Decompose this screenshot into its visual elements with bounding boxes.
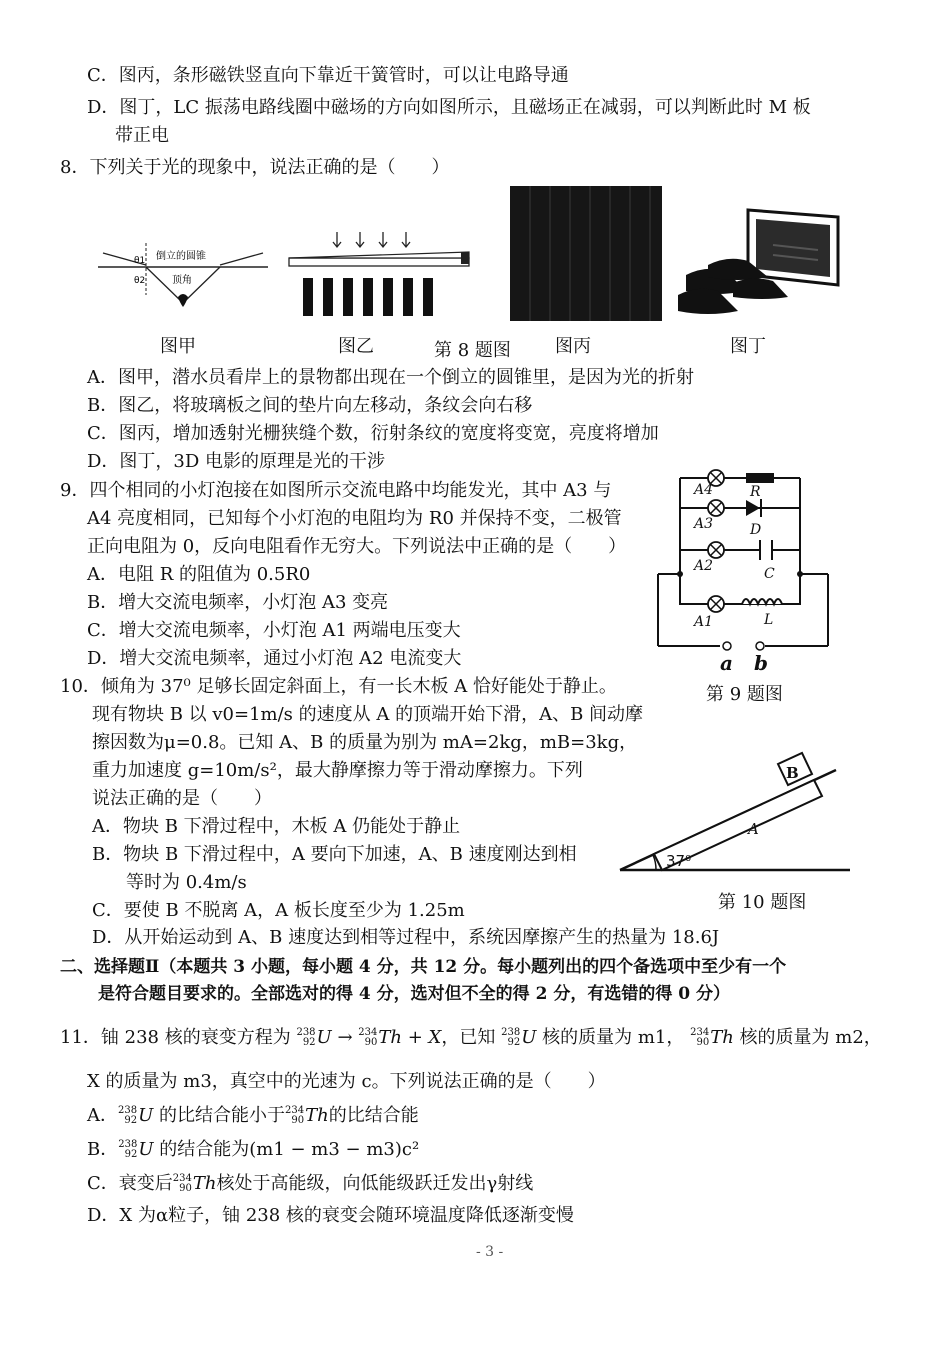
fig-jia-label: 图甲 bbox=[160, 336, 196, 357]
q9-option-a: A．电阻 R 的阻值为 0.5R0 bbox=[87, 564, 311, 585]
q9-stem-line1: 9．四个相同的小灯泡接在如图所示交流电路中均能发光，其中 A3 与 bbox=[60, 480, 612, 501]
q8-figure-ding bbox=[678, 205, 843, 320]
q10-option-c: C．要使 B 不脱离 A，A 板长度至少为 1.25m bbox=[92, 900, 465, 921]
q8-figure-jia bbox=[98, 235, 268, 315]
q10-incline-diagram bbox=[618, 742, 853, 877]
section2-heading-line2: 是符合题目要求的。全部选对的得 4 分，选对但不全的得 2 分，有选错的得 0 分） bbox=[98, 984, 730, 1004]
q10-stem-line1: 10．倾角为 37⁰ 足够长固定斜面上，有一长木板 A 恰好能处于静止。 bbox=[60, 676, 617, 697]
q11-stem-line2: X 的质量为 m3，真空中的光速为 c。下列说法正确的是（ ） bbox=[87, 1071, 606, 1092]
q9-option-b: B．增大交流电频率，小灯泡 A3 变亮 bbox=[87, 592, 389, 613]
q11-option-b: B．238 92U 的结合能为(m1 − m3 − m3)c² bbox=[87, 1139, 420, 1160]
q11-option-c: C．衰变后234 90Th核处于高能级，向低能级跃迁发出γ射线 bbox=[87, 1173, 534, 1194]
q9-option-c: C．增大交流电频率，小灯泡 A1 两端电压变大 bbox=[87, 620, 461, 641]
q10-stem-line2: 现有物块 B 以 v0=1m/s 的速度从 A 的顶端开始下滑，A、B 间动摩 bbox=[92, 704, 644, 725]
q9-figure-caption: 第 9 题图 bbox=[706, 684, 783, 705]
theta2-label: θ2 bbox=[134, 276, 146, 286]
q7-option-c: C．图丙，条形磁铁竖直向下靠近干簧管时，可以让电路导通 bbox=[87, 65, 569, 86]
fig-ding-label: 图丁 bbox=[730, 336, 766, 357]
q9-stem-line2: A4 亮度相同，已知每个小灯泡的电阻均为 R0 并保持不变，二极管 bbox=[87, 508, 622, 529]
theta1-label: θ1 bbox=[134, 256, 146, 266]
section2-heading-line1: 二、选择题Ⅱ（本题共 3 小题，每小题 4 分，共 12 分。每小题列出的四个备选项中至少有一个 bbox=[60, 957, 787, 977]
inverted-cone-label: 倒立的圆锥 bbox=[156, 251, 206, 262]
q10-stem-line3: 擦因数为μ=0.8。已知 A、B 的质量为别为 mA=2kg，mB=3kg， bbox=[92, 732, 638, 753]
q10-option-d: D．从开始运动到 A、B 速度达到相等过程中，系统因摩擦产生的热量为 18.6J bbox=[92, 927, 720, 948]
q8-stem: 8．下列关于光的现象中，说法正确的是（ ） bbox=[60, 157, 450, 178]
lamp-a3-label: A3 bbox=[694, 516, 714, 532]
q10-figure-caption: 第 10 题图 bbox=[718, 892, 807, 913]
q8-figure-yi bbox=[285, 230, 480, 320]
q9-circuit-diagram bbox=[650, 462, 835, 677]
angle-label: 37⁰ bbox=[666, 852, 692, 870]
diode-label: D bbox=[750, 522, 762, 538]
q11-option-d: D．X 为α粒子，铀 238 核的衰变会随环境温度降低逐渐变慢 bbox=[87, 1205, 574, 1226]
q8-option-a: A．图甲，潜水员看岸上的景物都出现在一个倒立的圆锥里，是因为光的折射 bbox=[87, 367, 694, 388]
fig-yi-label: 图乙 bbox=[338, 336, 374, 357]
inductor-label: L bbox=[764, 612, 774, 628]
lamp-a2-label: A2 bbox=[694, 558, 714, 574]
apex-label: 顶角 bbox=[172, 275, 192, 286]
q7-option-d-line1: D．图丁，LC 振荡电路线圈中磁场的方向如图所示，且磁场正在减弱，可以判断此时 M 板 bbox=[87, 97, 811, 118]
q8-figure-bing bbox=[510, 186, 662, 321]
q10-option-b-line1: B．物块 B 下滑过程中，A 要向下加速，A、B 速度刚达到相 bbox=[92, 844, 577, 865]
board-a-label: A bbox=[748, 820, 759, 838]
capacitor-label: C bbox=[764, 566, 775, 582]
q11-stem-part1: 11．铀 238 核的衰变方程为 bbox=[60, 1027, 291, 1048]
q11-option-a: A．238 92U 的比结合能小于234 90Th的比结合能 bbox=[87, 1105, 419, 1126]
q11-stem-part4: 核的质量为 m2， bbox=[739, 1027, 882, 1048]
q11-stem-line1: 11．铀 238 核的衰变方程为 238 92U → 234 90Th + X，已知 238 92U 核的质量为 m1， 234 90Th 核的质量为 m2， bbox=[60, 1027, 882, 1048]
q8-option-b: B．图乙，将玻璃板之间的垫片向左移动，条纹会向右移 bbox=[87, 395, 533, 416]
terminal-b-label: b bbox=[754, 651, 768, 675]
q10-option-b-line2: 等时为 0.4m/s bbox=[126, 872, 247, 893]
q9-option-d: D．增大交流电频率，通过小灯泡 A2 电流变大 bbox=[87, 648, 462, 669]
q8-figure-caption: 第 8 题图 bbox=[434, 340, 511, 361]
lamp-a4-label: A4 bbox=[694, 482, 714, 498]
nuclide-u-prefix: 238 92 bbox=[296, 1027, 316, 1048]
fig-bing-label: 图丙 bbox=[555, 336, 591, 357]
thorium-symbol: Th bbox=[378, 1027, 402, 1048]
q8-option-c: C．图丙，增加透射光栅狭缝个数，衍射条纹的宽度将变宽，亮度将增加 bbox=[87, 423, 659, 444]
q11-stem-part2: ，已知 bbox=[441, 1027, 496, 1048]
q10-option-a: A．物块 B 下滑过程中，木板 A 仍能处于静止 bbox=[92, 816, 461, 837]
q10-stem-line4: 重力加速度 g=10m/s²，最大静摩擦力等于滑动摩擦力。下列 bbox=[92, 760, 583, 781]
nuclide-th-prefix: 234 90 bbox=[358, 1027, 378, 1048]
resistor-label: R bbox=[750, 484, 761, 500]
page-footer: - 3 - bbox=[476, 1244, 504, 1260]
q9-stem-line3: 正向电阻为 0，反向电阻看作无穷大。下列说法中正确的是（ ） bbox=[87, 536, 627, 557]
q10-stem-line5: 说法正确的是（ ） bbox=[92, 788, 272, 809]
lamp-a1-label: A1 bbox=[694, 614, 714, 630]
terminal-a-label: a bbox=[720, 651, 733, 675]
q8-option-d: D．图丁，3D 电影的原理是光的干涉 bbox=[87, 451, 386, 472]
uranium-symbol: U bbox=[316, 1027, 332, 1048]
block-b-label: B bbox=[786, 764, 799, 782]
q11-stem-part3: 核的质量为 m1， bbox=[542, 1027, 685, 1048]
q7-option-d-line2: 带正电 bbox=[115, 125, 169, 146]
